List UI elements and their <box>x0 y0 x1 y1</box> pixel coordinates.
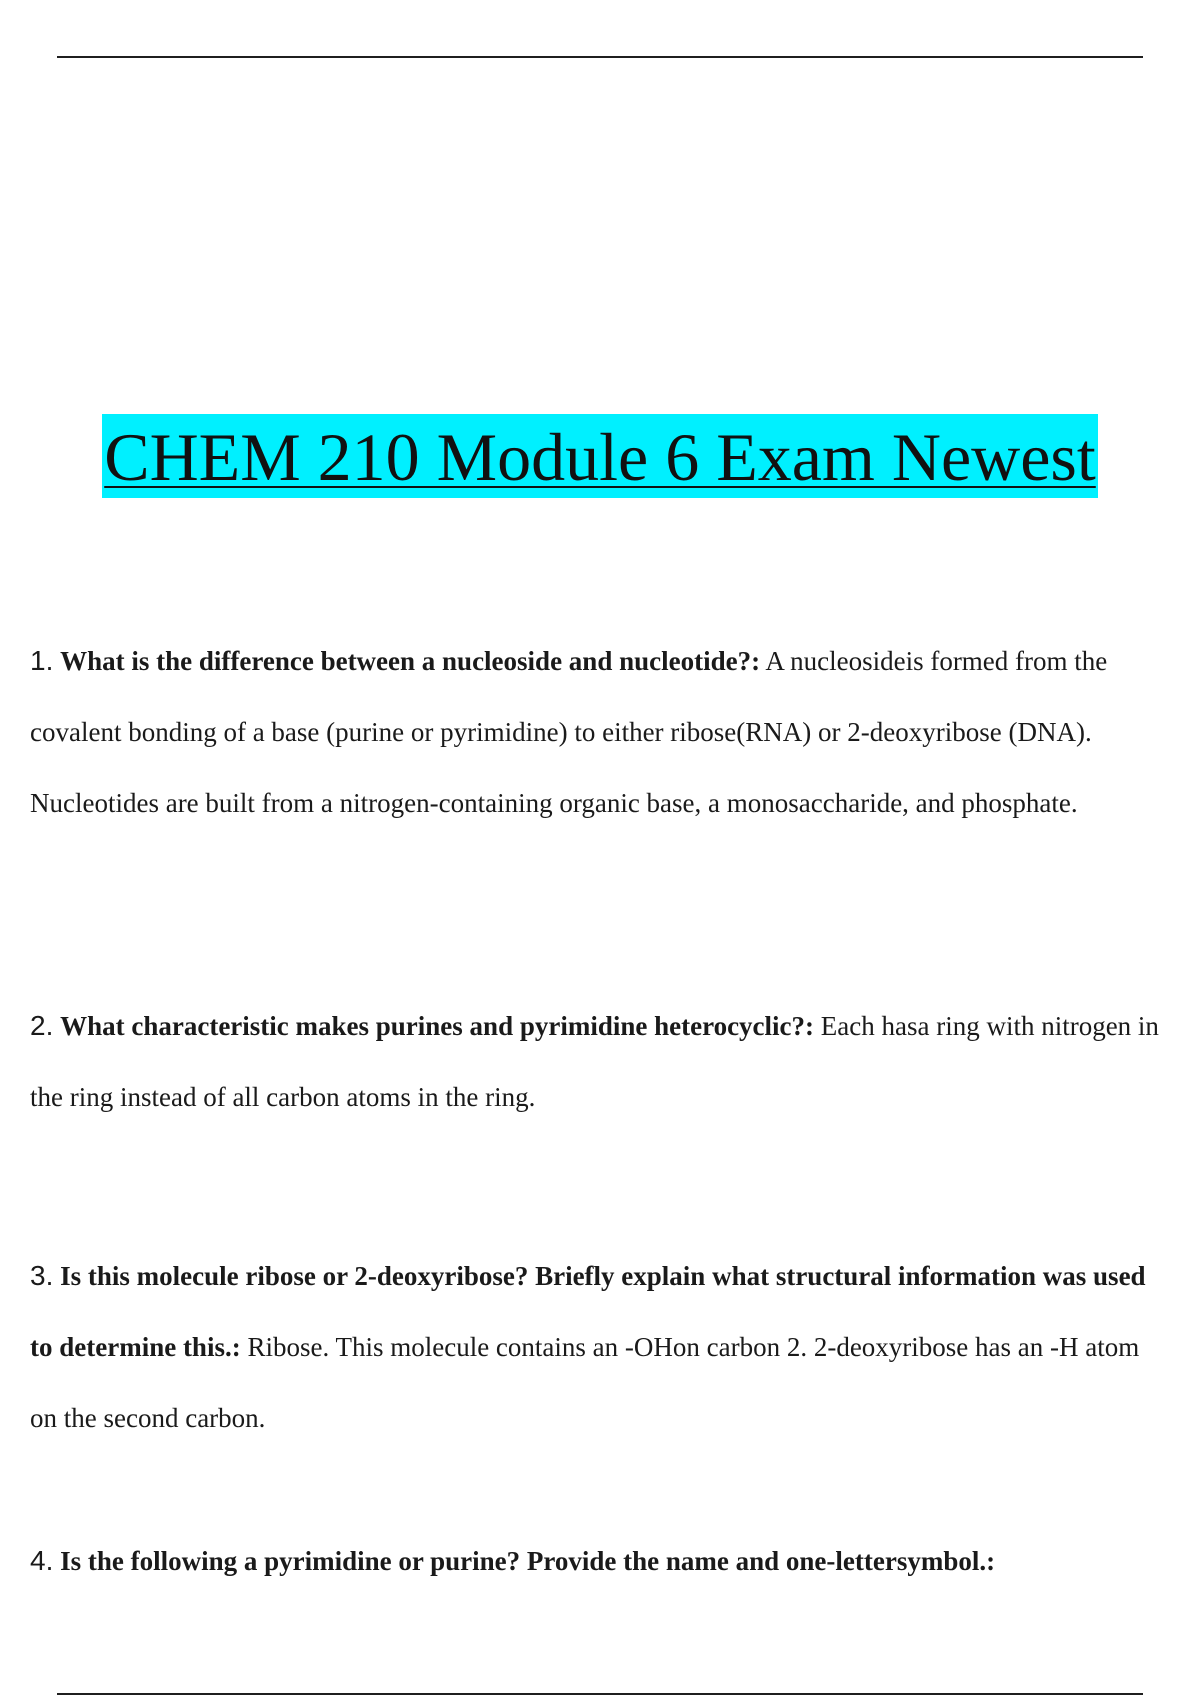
page-title: CHEM 210 Module 6 Exam Newest <box>102 414 1098 498</box>
question-number: 3. <box>30 1260 54 1291</box>
question-text: Is this molecule ribose or 2-deoxyribose? Briefly explain what structural information was used to determine this.: <box>30 1261 1146 1362</box>
question-text: Is the following a pyrimidine or purine? Provide the name and one-lettersymbol.: <box>60 1546 996 1576</box>
question-number: 4. <box>30 1545 54 1576</box>
question-text: What characteristic makes purines and pyrimidine heterocyclic?: <box>60 1011 815 1041</box>
question-item-2 <box>30 990 1170 1133</box>
answer-text: Ribose. This molecule contains an -OHon carbon 2. 2-deoxyribose has an -H atom on the second carbon. <box>30 1332 1140 1433</box>
question-item-4 <box>30 1525 1170 1597</box>
bottom-rule <box>57 1693 1143 1695</box>
title-container <box>0 368 1200 543</box>
question-number: 2. <box>30 1010 54 1041</box>
answer-text: Each hasa ring with nitrogen in the ring instead of all carbon atoms in the ring. <box>30 1011 1159 1112</box>
question-text: What is the difference between a nucleoside and nucleotide?: <box>60 646 761 676</box>
answer-text: A nucleosideis formed from the covalent bonding of a base (purine or pyrimidine) to either ribose(RNA) or 2-deoxyribose (DNA). Nucleotides are built from a nitrogen-containing organic base, a monosaccharide, and phosphate. <box>30 646 1108 818</box>
question-item-1 <box>30 625 1170 839</box>
top-rule <box>57 56 1143 58</box>
question-number: 1. <box>30 645 54 676</box>
question-item-3 <box>30 1240 1170 1454</box>
